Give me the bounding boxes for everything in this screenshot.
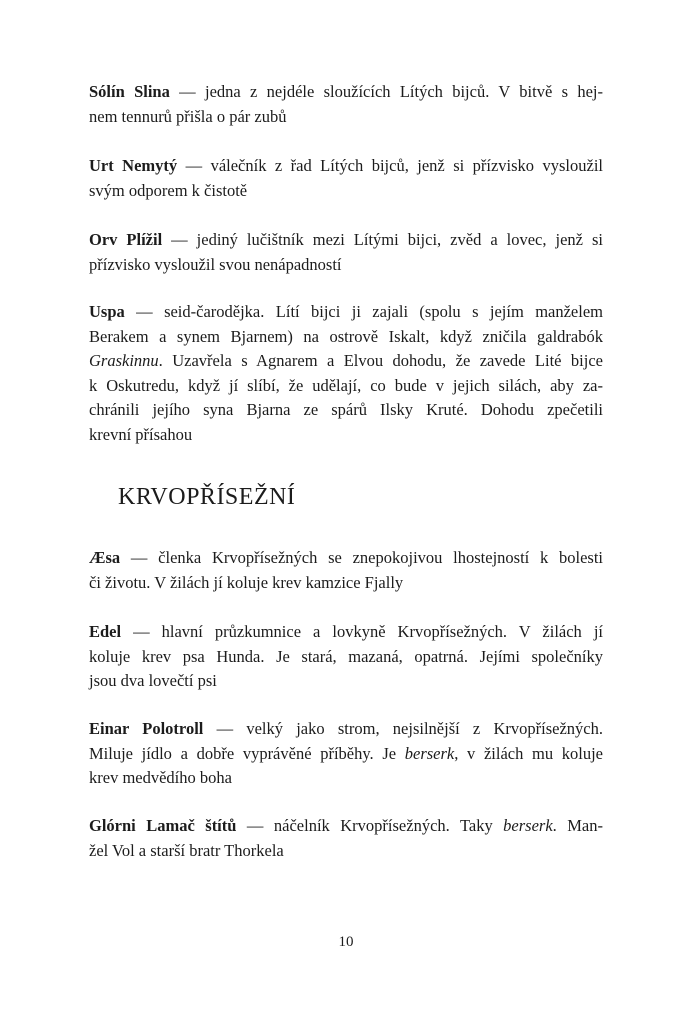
entry-text: , v žilách mu koluje [454,743,604,763]
entry-text: — jedna z nejdéle sloužících Lítých bijců. V bitvě s hej- [169,82,603,101]
entry-text: — náčelník Krvopřísežných. Taky [236,816,504,835]
entry-text: . Man- [552,816,603,835]
entry-line [89,300,603,325]
entry-line [89,546,603,571]
character-entry-solin-slina [89,80,603,129]
entry-line: či životu. V žilách jí koluje krev kamzice Fjally [89,572,404,592]
entry-line: k Oskutredu, když jí slíbí, že udělají, co bude v jejich silách, aby za- [89,375,603,395]
entry-text: . Uzavřela s Agnarem a Elvou dohodu, že zavede Lité bijce [158,351,603,371]
character-entry-glorni [89,814,603,863]
character-name: Urt Nemytý [89,156,178,175]
entry-line: chránili jejího syna Bjarna ze spárů Ilsky Kruté. Dohodu zpečetili [89,400,603,420]
character-entry-einar-polotroll [89,717,603,791]
entry-line [89,620,603,645]
entry-line: koluje krev psa Hunda. Je stará, mazaná, opatrná. Jejími společníky [89,646,603,666]
page-number: 10 [338,934,354,950]
entry-line [89,349,603,374]
character-name: Einar Polotroll [89,719,204,738]
entry-line [89,742,603,767]
entry-line: žel Vol a starší bratr Thorkela [89,840,284,860]
entry-line [89,154,603,179]
entry-text: Miluje jídlo a dobře vyprávěné příběhy. Je [89,743,405,763]
book-title: Graskinnu [89,351,159,371]
entry-text: — hlavní průzkumnice a lovkyně Krvopřísežných. V žilách jí [121,622,603,641]
character-name: Glórni Lamač štítů [89,816,237,835]
entry-line: přízvisko vysloužil svou nenápadností [89,254,342,274]
entry-line: nem tennurů přišla o pár zubů [89,106,287,126]
entry-line: svým odporem k čistotě [89,180,248,200]
character-entry-uspa [89,300,603,448]
entry-text: — jediný lučištník mezi Lítými bijci, zvěd a lovec, jenž si [162,230,603,249]
italic-term: berserk [404,743,455,763]
entry-line [89,814,603,839]
italic-term: berserk [503,816,553,835]
entry-line [89,80,603,105]
entry-text: — seid-čarodějka. Lítí bijci ji zajali (spolu s jejím manželem [124,302,603,321]
character-name: Edel [89,622,122,641]
character-name: Uspa [89,302,125,321]
character-name: Orv Plížil [89,230,163,249]
character-entry-aesa [89,546,603,595]
entry-text: — členka Krvopřísežných se znepokojivou lhostejností k bolesti [120,548,603,567]
character-entry-urt-nemyty [89,154,603,203]
entry-line: krev medvědího boha [89,768,232,788]
character-entry-orv-plizil [89,228,603,277]
entry-text: — velký jako strom, nejsilnější z Krvopřísežných. [203,719,603,738]
section-heading: KRVOPŘÍSEŽNÍ [118,484,296,510]
entry-line: Berakem a synem Bjarnem) na ostrově Iskalt, když zničila galdrabók [89,326,603,346]
entry-line [89,228,603,253]
entry-line: jsou dva lovečtí psi [89,671,217,691]
character-name: Sólín Slina [89,82,170,101]
entry-text: — válečník z řad Lítých bijců, jenž si přízvisko vysloužil [177,156,603,175]
entry-line [89,717,603,742]
character-entry-edel [89,620,603,694]
character-name: Æsa [89,548,121,567]
entry-line: krevní přísahou [89,424,193,444]
